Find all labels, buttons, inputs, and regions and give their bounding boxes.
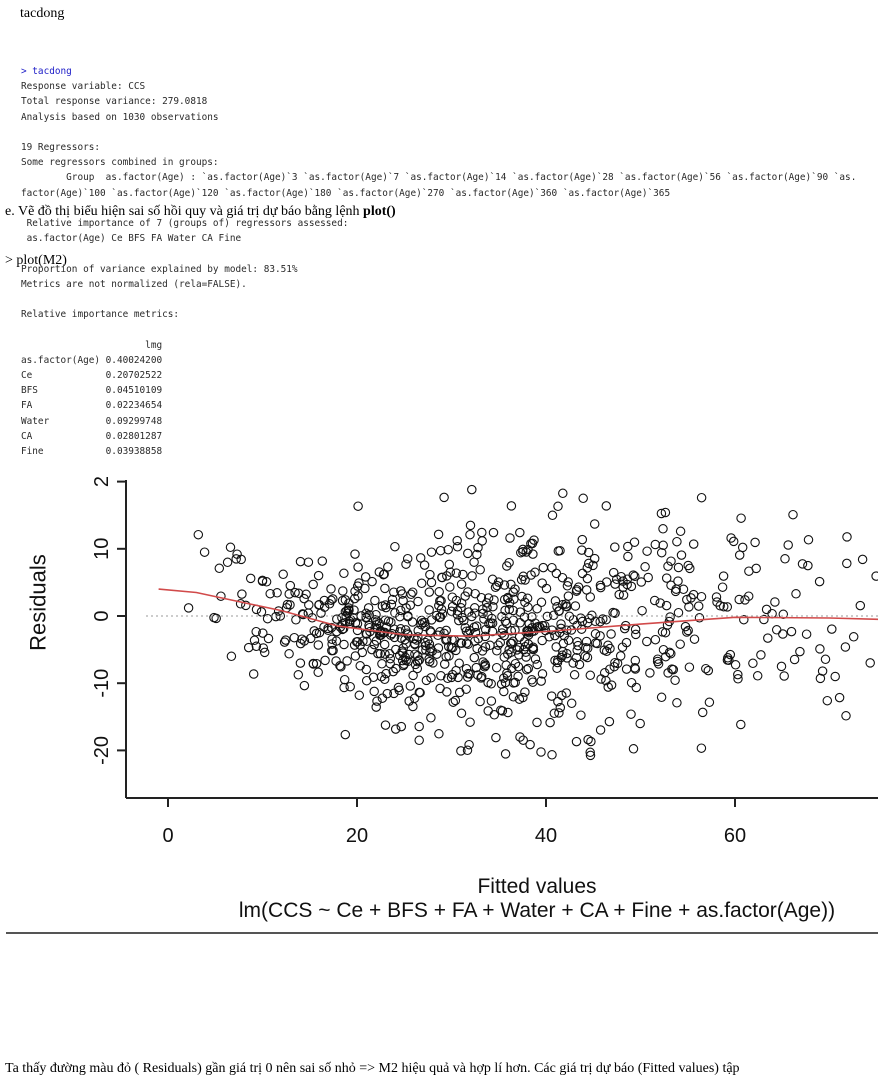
data-point — [470, 653, 478, 661]
data-point — [341, 730, 349, 738]
console-line: 19 Regressors: — [21, 142, 101, 153]
data-point — [638, 607, 646, 615]
data-point — [651, 540, 659, 548]
data-point — [381, 721, 389, 729]
data-point — [465, 741, 473, 749]
data-point — [466, 718, 474, 726]
data-point — [346, 683, 354, 691]
data-point — [781, 555, 789, 563]
data-point — [264, 634, 272, 642]
data-point — [440, 493, 448, 501]
data-point — [184, 604, 192, 612]
data-point — [368, 577, 376, 585]
plot-points — [184, 485, 878, 759]
data-point — [823, 697, 831, 705]
data-point — [677, 551, 685, 559]
data-point — [245, 643, 253, 651]
data-point — [773, 626, 781, 634]
data-point — [516, 528, 524, 536]
data-point — [321, 656, 329, 664]
data-point — [712, 593, 720, 601]
data-point — [425, 588, 433, 596]
data-point — [577, 711, 585, 719]
data-point — [435, 588, 443, 596]
data-point — [468, 572, 476, 580]
data-point — [538, 579, 546, 587]
data-point — [757, 651, 765, 659]
data-point — [629, 745, 637, 753]
data-point — [586, 671, 594, 679]
x-tick-label: 20 — [345, 825, 369, 847]
data-point — [314, 641, 322, 649]
data-point — [843, 533, 851, 541]
data-point — [671, 676, 679, 684]
section-divider — [6, 932, 878, 934]
data-point — [309, 580, 317, 588]
data-point — [843, 559, 851, 567]
data-point — [314, 571, 322, 579]
data-point — [673, 699, 681, 707]
data-point — [354, 563, 362, 571]
data-point — [351, 550, 359, 558]
data-point — [754, 672, 762, 680]
console-line: Response variable: CCS — [21, 81, 146, 93]
y-tick-label: -10 — [91, 668, 113, 698]
data-point — [515, 633, 523, 641]
data-point — [215, 564, 223, 572]
data-point — [448, 602, 456, 610]
console-line: Some regressors combined in groups: — [21, 157, 219, 169]
console-line: Relative importance metrics: — [21, 309, 180, 321]
data-point — [856, 601, 864, 609]
data-point — [296, 557, 304, 565]
data-point — [643, 547, 651, 555]
data-point — [719, 572, 727, 580]
data-point — [227, 652, 235, 660]
console-line: lmg — [21, 339, 163, 351]
data-point — [354, 502, 362, 510]
data-point — [632, 683, 640, 691]
data-point — [624, 552, 632, 560]
data-point — [674, 563, 682, 571]
data-point — [462, 685, 470, 693]
data-point — [371, 596, 379, 604]
data-point — [369, 673, 377, 681]
data-point — [402, 560, 410, 568]
y-tick-label: -20 — [91, 735, 113, 765]
data-point — [408, 618, 416, 626]
console-line: as.factor(Age) 0.40024200 — [21, 354, 163, 366]
x-tick-label: 60 — [723, 825, 747, 847]
data-point — [818, 667, 826, 675]
data-point — [828, 625, 836, 633]
data-point — [702, 665, 710, 673]
data-point — [815, 577, 823, 585]
x-tick-label: 40 — [534, 825, 558, 847]
data-point — [370, 687, 378, 695]
section-heading-e-command: plot() — [363, 204, 396, 219]
data-point — [764, 634, 772, 642]
data-point — [436, 684, 444, 692]
data-point — [643, 637, 651, 645]
data-point — [356, 662, 364, 670]
console-line: BFS 0.04510109 — [21, 385, 163, 397]
data-point — [697, 494, 705, 502]
data-point — [493, 664, 501, 672]
data-point — [453, 536, 461, 544]
data-point — [521, 688, 529, 696]
plot-svg — [0, 470, 878, 934]
data-point — [617, 652, 625, 660]
data-point — [250, 670, 258, 678]
data-point — [406, 682, 414, 690]
data-point — [651, 636, 659, 644]
data-point — [739, 543, 747, 551]
data-point — [489, 528, 497, 536]
data-point — [391, 543, 399, 551]
data-point — [641, 563, 649, 571]
data-point — [564, 592, 572, 600]
y-axis-title: Residuals — [25, 554, 51, 651]
console-line: Metrics are not normalized (rela=FALSE). — [21, 278, 247, 290]
data-point — [664, 562, 672, 570]
y-tick-label: 2 — [91, 476, 113, 488]
data-point — [493, 647, 501, 655]
data-point — [760, 615, 768, 623]
data-point — [457, 709, 465, 717]
data-point — [226, 543, 234, 551]
data-point — [296, 659, 304, 667]
data-point — [223, 558, 231, 566]
data-point — [445, 560, 453, 568]
data-point — [768, 610, 776, 618]
data-point — [200, 548, 208, 556]
data-point — [627, 710, 635, 718]
data-point — [787, 627, 795, 635]
data-point — [351, 652, 359, 660]
data-point — [699, 708, 707, 716]
data-point — [436, 547, 444, 555]
data-point — [631, 625, 639, 633]
data-point — [300, 681, 308, 689]
data-point — [572, 737, 580, 745]
data-point — [697, 593, 705, 601]
data-point — [435, 730, 443, 738]
data-point — [548, 751, 556, 759]
data-point — [533, 660, 541, 668]
data-point — [663, 574, 671, 582]
plot-labels — [26, 476, 836, 922]
console-line: Ce 0.20702522 — [21, 370, 163, 381]
data-point — [457, 580, 465, 588]
data-point — [318, 557, 326, 565]
console-line: > tacdong — [21, 66, 72, 77]
y-tick-label: 10 — [91, 537, 113, 560]
data-point — [427, 548, 435, 556]
data-point — [548, 511, 556, 519]
data-point — [705, 698, 713, 706]
data-point — [697, 744, 705, 752]
data-point — [415, 736, 423, 744]
data-point — [314, 668, 322, 676]
data-point — [735, 595, 743, 603]
data-point — [250, 636, 258, 644]
data-point — [533, 718, 541, 726]
residuals-vs-fitted-plot — [0, 470, 878, 934]
data-point — [238, 590, 246, 598]
r-console-output — [21, 66, 878, 476]
data-point — [821, 655, 829, 663]
data-point — [417, 554, 425, 562]
data-point — [581, 652, 589, 660]
data-point — [597, 675, 605, 683]
section-heading-e — [5, 204, 396, 220]
data-point — [285, 590, 293, 598]
data-point — [596, 726, 604, 734]
data-point — [257, 608, 265, 616]
data-point — [426, 570, 434, 578]
data-point — [850, 633, 858, 641]
data-point — [470, 558, 478, 566]
data-point — [554, 502, 562, 510]
data-point — [434, 530, 442, 538]
data-point — [539, 563, 547, 571]
data-point — [798, 560, 806, 568]
data-point — [627, 679, 635, 687]
data-point — [445, 652, 453, 660]
data-point — [476, 697, 484, 705]
document-top-label: tacdong — [20, 6, 65, 21]
data-point — [872, 572, 878, 580]
data-point — [404, 555, 412, 563]
data-point — [537, 748, 545, 756]
plot-subtitle: lm(CCS ~ Ce + BFS + FA + Water + CA + Fine + as.factor(Age)) — [238, 899, 836, 922]
data-point — [451, 696, 459, 704]
data-point — [579, 494, 587, 502]
data-point — [384, 563, 392, 571]
data-point — [327, 585, 335, 593]
data-point — [415, 722, 423, 730]
data-point — [279, 570, 287, 578]
data-point — [571, 602, 579, 610]
console-line: Proportion of variance explained by model: 83.51% — [21, 263, 298, 275]
data-point — [752, 564, 760, 572]
data-point — [285, 650, 293, 658]
data-point — [552, 569, 560, 577]
data-point — [779, 630, 787, 638]
data-point — [835, 693, 843, 701]
data-point — [446, 583, 454, 591]
console-line: factor(Age)`100 `as.factor(Age)`120 `as.factor(Age)`180 `as.factor(Age)`270 `as.factor(Age)`360 `as.factor(Age)`365 — [21, 187, 671, 199]
data-point — [411, 650, 419, 658]
data-point — [484, 707, 492, 715]
data-point — [418, 579, 426, 587]
console-line: Total response variance: 279.0818 — [21, 96, 208, 108]
data-point — [501, 750, 509, 758]
data-point — [455, 659, 463, 667]
data-point — [816, 645, 824, 653]
data-point — [690, 540, 698, 548]
data-point — [546, 718, 554, 726]
x-tick-label: 0 — [162, 825, 174, 847]
data-point — [304, 558, 312, 566]
data-point — [866, 659, 874, 667]
data-point — [558, 574, 566, 582]
data-point — [409, 588, 417, 596]
data-point — [792, 590, 800, 598]
data-point — [292, 616, 300, 624]
data-point — [659, 525, 667, 533]
data-point — [444, 546, 452, 554]
data-point — [676, 640, 684, 648]
data-point — [494, 641, 502, 649]
data-point — [294, 671, 302, 679]
data-point — [583, 574, 591, 582]
data-point — [771, 598, 779, 606]
data-point — [438, 573, 446, 581]
console-line: Analysis based on 1030 observations — [21, 111, 219, 123]
data-point — [492, 733, 500, 741]
data-point — [686, 564, 694, 572]
conclusion-text: Ta thấy đường màu đỏ ( Residuals) gần giá trị 0 nên sai số nhỏ => M2 hiệu quả và hợp lí hơn. Các giá trị dự báo (Fitted values) tập — [5, 1061, 740, 1076]
data-point — [584, 735, 592, 743]
plot-axes — [117, 480, 878, 807]
data-point — [804, 536, 812, 544]
data-point — [790, 655, 798, 663]
data-point — [340, 569, 348, 577]
data-point — [667, 557, 675, 565]
console-line: Relative importance of 7 (groups of) regressors assessed: — [21, 218, 349, 229]
data-point — [607, 630, 615, 638]
data-point — [414, 597, 422, 605]
data-point — [804, 561, 812, 569]
data-point — [531, 655, 539, 663]
data-point — [476, 566, 484, 574]
data-point — [464, 549, 472, 557]
data-point — [339, 587, 347, 595]
console-line: as.factor(Age) Ce BFS FA Water CA Fine — [21, 233, 242, 245]
console-line: FA 0.02234654 — [21, 400, 163, 412]
data-point — [858, 555, 866, 563]
data-point — [548, 564, 556, 572]
data-point — [381, 640, 389, 648]
data-point — [355, 691, 363, 699]
data-point — [842, 712, 850, 720]
section-heading-e-text: e. Vẽ đồ thị biểu hiện sai số hồi quy và giá trị dự báo bằng lệnh — [5, 204, 364, 219]
data-point — [657, 693, 665, 701]
data-point — [611, 543, 619, 551]
data-point — [646, 669, 654, 677]
data-point — [695, 602, 703, 610]
data-point — [427, 578, 435, 586]
data-point — [718, 583, 726, 591]
data-point — [605, 717, 613, 725]
data-point — [796, 647, 804, 655]
data-point — [542, 584, 550, 592]
data-point — [381, 584, 389, 592]
x-axis-title: Fitted values — [477, 875, 597, 898]
data-point — [644, 573, 652, 581]
data-point — [478, 528, 486, 536]
data-point — [466, 521, 474, 529]
data-point — [685, 603, 693, 611]
console-line: Fine 0.03938858 — [21, 446, 163, 457]
data-point — [507, 502, 515, 510]
data-point — [559, 489, 567, 497]
data-point — [361, 584, 369, 592]
data-point — [378, 660, 386, 668]
data-point — [456, 688, 464, 696]
data-point — [386, 660, 394, 668]
data-point — [737, 514, 745, 522]
data-point — [548, 692, 556, 700]
data-point — [341, 676, 349, 684]
console-line: CA 0.02801287 — [21, 430, 163, 442]
data-point — [583, 586, 591, 594]
data-point — [674, 577, 682, 585]
data-point — [704, 666, 712, 674]
data-point — [427, 714, 435, 722]
data-point — [751, 538, 759, 546]
data-point — [362, 665, 370, 673]
data-point — [578, 535, 586, 543]
data-point — [194, 531, 202, 539]
data-point — [622, 665, 630, 673]
data-point — [506, 534, 514, 542]
data-point — [587, 737, 595, 745]
data-point — [737, 720, 745, 728]
data-point — [802, 630, 810, 638]
data-point — [831, 672, 839, 680]
data-point — [591, 520, 599, 528]
data-point — [305, 601, 313, 609]
data-point — [624, 542, 632, 550]
data-point — [685, 663, 693, 671]
data-point — [533, 605, 541, 613]
data-point — [636, 719, 644, 727]
data-point — [425, 606, 433, 614]
data-point — [736, 551, 744, 559]
data-point — [602, 502, 610, 510]
data-point — [568, 699, 576, 707]
data-point — [690, 635, 698, 643]
data-point — [578, 569, 586, 577]
console-line: Group as.factor(Age) : `as.factor(Age)`3 `as.factor(Age)`7 `as.factor(Age)`14 `as.factor(Age)`28 `as.factor(Age)`56 `as.factor(Age)`90 `as. — [21, 172, 857, 184]
data-point — [673, 538, 681, 546]
data-point — [487, 697, 495, 705]
data-point — [247, 574, 255, 582]
data-point — [841, 643, 849, 651]
data-point — [676, 527, 684, 535]
data-point — [784, 541, 792, 549]
data-point — [368, 645, 376, 653]
data-point — [749, 659, 757, 667]
plot-command-line: > plot(M2) — [5, 253, 67, 268]
console-line: Water 0.09299748 — [21, 415, 163, 427]
data-point — [777, 662, 785, 670]
data-point — [570, 671, 578, 679]
data-point — [468, 485, 476, 493]
data-point — [789, 511, 797, 519]
data-point — [762, 605, 770, 613]
data-point — [651, 596, 659, 604]
data-point — [780, 672, 788, 680]
data-point — [611, 580, 619, 588]
data-point — [466, 531, 474, 539]
y-tick-label: 0 — [91, 610, 113, 622]
